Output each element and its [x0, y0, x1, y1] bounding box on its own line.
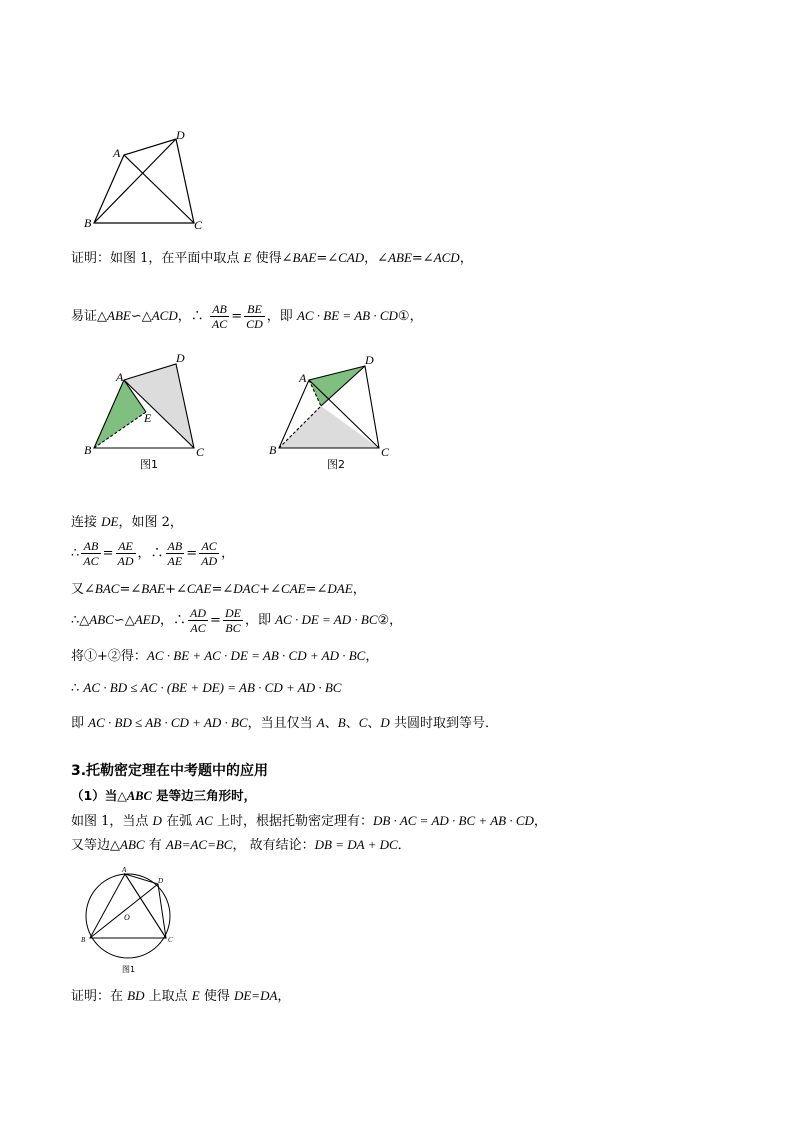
- fig2-label-a: A: [299, 371, 307, 385]
- fig1-label-a: A: [116, 370, 124, 384]
- fig3-label-d: D: [158, 877, 164, 885]
- fig1-caption: 图1: [140, 458, 158, 470]
- fig3-label-b: B: [81, 936, 86, 944]
- fig3-label-o: O: [124, 913, 130, 922]
- label-b: B: [84, 216, 92, 230]
- fraction: $\frac{AB}{AC}$: [211, 302, 228, 331]
- proof-line-3: 连接 DE，如图 2，: [71, 514, 183, 530]
- figure-2-shaded: [265, 350, 395, 470]
- diagonal-ac: [124, 155, 194, 223]
- quad-outline: [94, 139, 194, 223]
- fig3-label-c: C: [168, 936, 173, 944]
- fig3-caption: 图1: [122, 965, 136, 974]
- proof-line-5: 又∠BAC=∠BAE+∠CAE=∠DAC+∠CAE=∠DAE，: [71, 581, 366, 597]
- proof-line-6: ∴△ABC∽△AED，∴ $\frac{AD}{AC}$ = $\frac{DE}{BC}$ ，即 AC · DE = AD · BC②，: [71, 606, 403, 635]
- proof-line-2: 易证△ABE∽△ACD，∴ $\frac{AB}{AC}$ = $\frac{BE}{CD}$ ，即 AC · BE = AB · CD①，: [71, 302, 423, 331]
- fig1-label-c: C: [196, 445, 205, 459]
- proof-line-12: 证明：在 BD 上取点 E 使得 DE=DA，: [71, 988, 291, 1004]
- fig1-label-d: D: [176, 351, 185, 365]
- proof-line-9: 即 AC · BD ≤ AB · CD + AD · BC，当且仅当 A、B、C、D 共圆时取到等号．: [71, 715, 498, 731]
- fig2-label-d: D: [365, 353, 374, 367]
- label-d: D: [176, 128, 185, 142]
- fraction: $\frac{BE}{CD}$: [246, 302, 263, 331]
- label-a: A: [113, 146, 121, 160]
- fraction: $\frac{AB}{AE}$: [167, 539, 183, 568]
- fig2-label-b: B: [269, 443, 277, 457]
- fig1-label-b: B: [84, 443, 92, 457]
- fig2-label-c: C: [381, 445, 390, 459]
- fig1-label-e: E: [144, 411, 152, 425]
- section-title: 3.托勒密定理在中考题中的应用: [71, 763, 269, 779]
- proof-line-1: 证明：如图 1，在平面中取点 E 使得∠BAE=∠CAD，∠ABE=∠ACD，: [71, 250, 473, 266]
- fig3-label-a: A: [122, 866, 127, 874]
- green-triangle-aed: [309, 366, 365, 406]
- fig2-caption: 图2: [327, 458, 345, 470]
- fraction: $\frac{AD}{AC}$: [190, 606, 207, 635]
- figure-1-shaded: [80, 350, 210, 470]
- proof-line-4: ∴ $\frac{AB}{AC}$ = $\frac{AE}{AD}$ ，∴ $\frac{AB}{AE}$ = $\frac{AC}{AD}$ ，: [71, 539, 235, 568]
- circle-triangle-figure: [78, 862, 178, 977]
- proof-line-10: 如图 1，当点 D 在弧 AC 上时，根据托勒密定理有：DB · AC = AD · BC + AB · CD，: [71, 813, 547, 829]
- quadrilateral-figure: [80, 125, 210, 235]
- subsection-1: （1）当△ABC 是等边三角形时，: [71, 788, 257, 803]
- fraction: $\frac{AC}{AD}$: [201, 539, 218, 568]
- fraction: $\frac{AE}{AD}$: [117, 539, 134, 568]
- proof-line-8: ∴ AC · BD ≤ AC · (BE + DE) = AB · CD + AD · BC: [71, 680, 342, 696]
- fraction: $\frac{DE}{BC}$: [224, 606, 241, 635]
- fraction: $\frac{AB}{AC}$: [83, 539, 99, 568]
- proof-line-11: 又等边△ABC 有 AB=AC=BC， 故有结论：DB = DA + DC．: [71, 837, 411, 853]
- proof-line-7: 将①+②得：AC · BE + AC · DE = AB · CD + AD · BC，: [71, 648, 379, 664]
- segment-bd: [90, 884, 158, 938]
- label-c: C: [194, 218, 203, 232]
